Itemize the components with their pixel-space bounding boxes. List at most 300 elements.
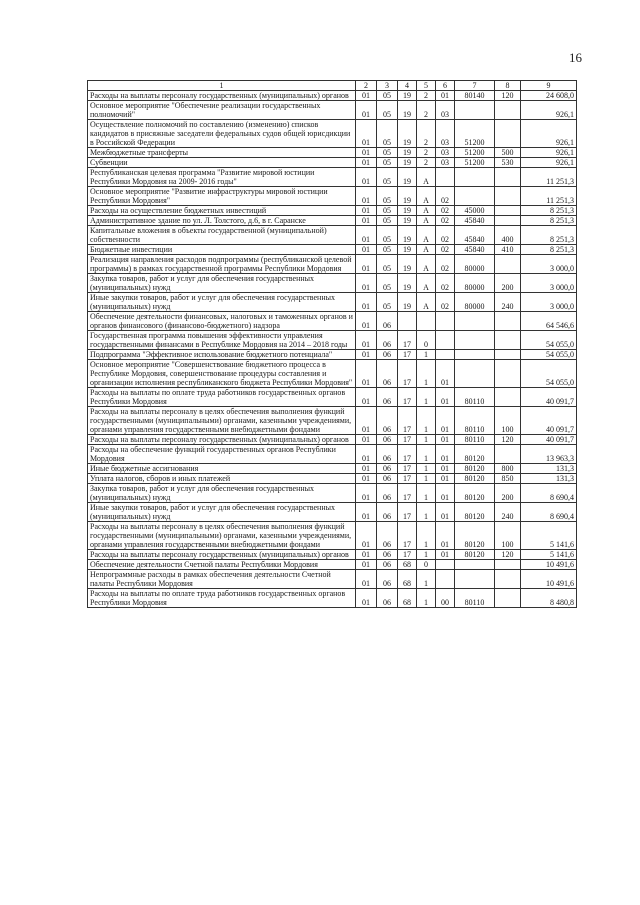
- row-code-cell: 80140: [455, 91, 495, 101]
- table-row: [88, 407, 577, 435]
- row-code-cell: 01: [436, 360, 455, 388]
- row-code-cell: 05: [377, 158, 398, 168]
- row-code-cell: 45840: [455, 226, 495, 245]
- row-code-cell: [495, 570, 521, 589]
- row-code-cell: 800: [495, 464, 521, 474]
- row-code-cell: 02: [436, 245, 455, 255]
- row-code-cell: 06: [377, 388, 398, 407]
- header-cell: 5: [417, 81, 436, 91]
- row-code-cell: 05: [377, 168, 398, 187]
- row-code-cell: 17: [398, 484, 417, 503]
- row-code-cell: 51200: [455, 158, 495, 168]
- row-amount: 54 055,0: [521, 350, 577, 360]
- table-row: [88, 187, 577, 206]
- row-code-cell: 06: [377, 464, 398, 474]
- row-code-cell: 06: [377, 484, 398, 503]
- row-amount: 8 251,3: [521, 245, 577, 255]
- row-code-cell: 02: [436, 206, 455, 216]
- row-code-cell: 17: [398, 350, 417, 360]
- row-code-cell: 1: [417, 522, 436, 550]
- row-code-cell: 01: [356, 168, 377, 187]
- header-cell: 8: [495, 81, 521, 91]
- row-description: Бюджетные инвестиции: [88, 245, 356, 255]
- row-code-cell: 80120: [455, 484, 495, 503]
- row-description: Закупка товаров, работ и услуг для обеспечения государственных (муниципальных) нужд: [88, 484, 356, 503]
- table-row: [88, 350, 577, 360]
- row-code-cell: 01: [356, 331, 377, 350]
- row-code-cell: 01: [436, 474, 455, 484]
- row-code-cell: 1: [417, 360, 436, 388]
- row-code-cell: 02: [436, 274, 455, 293]
- budget-table: [87, 80, 577, 608]
- row-code-cell: [436, 570, 455, 589]
- row-code-cell: [455, 350, 495, 360]
- row-code-cell: 01: [356, 101, 377, 120]
- row-code-cell: [455, 331, 495, 350]
- row-code-cell: 17: [398, 360, 417, 388]
- row-code-cell: 05: [377, 274, 398, 293]
- row-code-cell: 01: [356, 226, 377, 245]
- row-description: Расходы на выплаты персоналу государственных (муниципальных) органов: [88, 91, 356, 101]
- row-code-cell: 19: [398, 216, 417, 226]
- table-row: [88, 589, 577, 608]
- table-row: [88, 560, 577, 570]
- row-code-cell: 2: [417, 148, 436, 158]
- row-code-cell: 02: [436, 255, 455, 274]
- row-code-cell: [495, 312, 521, 331]
- row-code-cell: 1: [417, 464, 436, 474]
- table-row: [88, 445, 577, 464]
- row-code-cell: 01: [356, 435, 377, 445]
- row-code-cell: 19: [398, 168, 417, 187]
- row-code-cell: 19: [398, 255, 417, 274]
- row-code-cell: 01: [356, 312, 377, 331]
- row-code-cell: [455, 187, 495, 206]
- row-code-cell: 03: [436, 101, 455, 120]
- row-code-cell: [495, 187, 521, 206]
- row-code-cell: 05: [377, 245, 398, 255]
- row-code-cell: 17: [398, 331, 417, 350]
- row-code-cell: 120: [495, 435, 521, 445]
- row-code-cell: 2: [417, 120, 436, 148]
- row-code-cell: 17: [398, 464, 417, 474]
- table-row: [88, 101, 577, 120]
- row-code-cell: 01: [356, 245, 377, 255]
- row-amount: 54 055,0: [521, 331, 577, 350]
- header-cell: 4: [398, 81, 417, 91]
- table-row: [88, 245, 577, 255]
- row-code-cell: 06: [377, 360, 398, 388]
- row-code-cell: 05: [377, 293, 398, 312]
- row-code-cell: [495, 101, 521, 120]
- header-cell: 6: [436, 81, 455, 91]
- row-amount: 8 251,3: [521, 216, 577, 226]
- row-description: Иные закупки товаров, работ и услуг для обеспечения государственных (муниципальных) нужд: [88, 293, 356, 312]
- row-code-cell: 05: [377, 91, 398, 101]
- row-code-cell: 01: [356, 206, 377, 216]
- row-code-cell: 01: [356, 445, 377, 464]
- row-code-cell: 45000: [455, 206, 495, 216]
- row-description: Расходы на осуществление бюджетных инвестиций: [88, 206, 356, 216]
- row-code-cell: 17: [398, 435, 417, 445]
- table-row: [88, 274, 577, 293]
- row-amount: 10 491,6: [521, 570, 577, 589]
- row-description: Капитальные вложения в объекты государственной (муниципальной) собственности: [88, 226, 356, 245]
- row-code-cell: 240: [495, 503, 521, 522]
- row-code-cell: 00: [436, 589, 455, 608]
- table-row: [88, 168, 577, 187]
- row-code-cell: [436, 312, 455, 331]
- table-row: [88, 435, 577, 445]
- table-row: [88, 158, 577, 168]
- row-description: Закупка товаров, работ и услуг для обеспечения государственных (муниципальных) нужд: [88, 274, 356, 293]
- row-amount: 8 690,4: [521, 484, 577, 503]
- row-code-cell: [398, 312, 417, 331]
- row-code-cell: 01: [356, 360, 377, 388]
- row-code-cell: А: [417, 206, 436, 216]
- table-header-row: [88, 81, 577, 91]
- row-code-cell: 1: [417, 388, 436, 407]
- row-code-cell: 1: [417, 407, 436, 435]
- row-amount: 10 491,6: [521, 560, 577, 570]
- table-row: [88, 570, 577, 589]
- row-code-cell: 80120: [455, 550, 495, 560]
- row-code-cell: 06: [377, 503, 398, 522]
- row-description: Государственная программа повышения эффективности управления государственными финансами в Республике Мордовия на 2014 – 2018 годы: [88, 331, 356, 350]
- row-code-cell: 1: [417, 570, 436, 589]
- row-amount: 40 091,7: [521, 407, 577, 435]
- row-code-cell: 19: [398, 226, 417, 245]
- row-code-cell: 01: [356, 388, 377, 407]
- row-amount: 926,1: [521, 148, 577, 158]
- row-code-cell: 01: [356, 407, 377, 435]
- row-amount: 11 251,3: [521, 168, 577, 187]
- row-code-cell: А: [417, 168, 436, 187]
- row-code-cell: 17: [398, 407, 417, 435]
- row-code-cell: 06: [377, 474, 398, 484]
- row-code-cell: 01: [356, 255, 377, 274]
- row-code-cell: 200: [495, 484, 521, 503]
- row-code-cell: 45840: [455, 245, 495, 255]
- row-code-cell: 68: [398, 560, 417, 570]
- row-code-cell: А: [417, 274, 436, 293]
- row-code-cell: А: [417, 187, 436, 206]
- row-description: Республиканская целевая программа "Развитие мировой юстиции Республики Мордовия на 2009- 2016 годы": [88, 168, 356, 187]
- row-code-cell: 05: [377, 101, 398, 120]
- table-row: [88, 293, 577, 312]
- table-row: [88, 522, 577, 550]
- row-code-cell: 68: [398, 570, 417, 589]
- row-code-cell: 02: [436, 293, 455, 312]
- row-amount: 926,1: [521, 120, 577, 148]
- page-number: 16: [569, 50, 582, 65]
- row-code-cell: 01: [436, 484, 455, 503]
- row-code-cell: А: [417, 255, 436, 274]
- row-amount: 54 055,0: [521, 360, 577, 388]
- row-code-cell: 19: [398, 293, 417, 312]
- row-description: Подпрограмма "Эффективное использование бюджетного потенциала": [88, 350, 356, 360]
- row-code-cell: 17: [398, 474, 417, 484]
- row-amount: 131,3: [521, 464, 577, 474]
- row-code-cell: 01: [356, 570, 377, 589]
- row-amount: 3 000,0: [521, 274, 577, 293]
- row-amount: 13 963,3: [521, 445, 577, 464]
- row-amount: 926,1: [521, 158, 577, 168]
- row-code-cell: [495, 255, 521, 274]
- row-code-cell: [436, 350, 455, 360]
- row-code-cell: [495, 589, 521, 608]
- row-code-cell: 1: [417, 550, 436, 560]
- table-row: [88, 255, 577, 274]
- row-code-cell: [495, 350, 521, 360]
- row-code-cell: 05: [377, 226, 398, 245]
- row-code-cell: 02: [436, 226, 455, 245]
- row-code-cell: 01: [436, 464, 455, 474]
- table-row: [88, 206, 577, 216]
- table-row: [88, 464, 577, 474]
- row-code-cell: 01: [356, 293, 377, 312]
- row-code-cell: 05: [377, 120, 398, 148]
- row-code-cell: 120: [495, 550, 521, 560]
- row-code-cell: 05: [377, 148, 398, 158]
- row-code-cell: 01: [356, 216, 377, 226]
- table-row: [88, 148, 577, 158]
- row-code-cell: 2: [417, 91, 436, 101]
- row-code-cell: 06: [377, 407, 398, 435]
- row-code-cell: [455, 360, 495, 388]
- row-amount: 926,1: [521, 101, 577, 120]
- row-code-cell: [495, 216, 521, 226]
- row-code-cell: 1: [417, 589, 436, 608]
- row-description: Осуществление полномочий по составлению (изменению) списков кандидатов в присяжные заседатели федеральных судов общей юрисдикции в Российской Федерации: [88, 120, 356, 148]
- row-code-cell: 80000: [455, 293, 495, 312]
- row-code-cell: 01: [436, 388, 455, 407]
- row-description: Непрограммные расходы в рамках обеспечения деятельности Счетной палаты Республики Мордовия: [88, 570, 356, 589]
- row-amount: 8 480,8: [521, 589, 577, 608]
- row-code-cell: 01: [436, 445, 455, 464]
- row-code-cell: 06: [377, 589, 398, 608]
- row-amount: 24 608,0: [521, 91, 577, 101]
- row-code-cell: 80110: [455, 388, 495, 407]
- row-code-cell: 80120: [455, 503, 495, 522]
- row-code-cell: 200: [495, 274, 521, 293]
- table-row: [88, 503, 577, 522]
- row-code-cell: 17: [398, 445, 417, 464]
- row-code-cell: 05: [377, 216, 398, 226]
- header-cell: 9: [521, 81, 577, 91]
- row-amount: 5 141,6: [521, 550, 577, 560]
- row-code-cell: 120: [495, 91, 521, 101]
- row-code-cell: 17: [398, 522, 417, 550]
- row-code-cell: 51200: [455, 148, 495, 158]
- row-description: Уплата налогов, сборов и иных платежей: [88, 474, 356, 484]
- row-code-cell: [455, 570, 495, 589]
- row-code-cell: 03: [436, 158, 455, 168]
- row-description: Расходы на выплаты по оплате труда работников государственных органов Республики Мордовия: [88, 388, 356, 407]
- row-code-cell: 45840: [455, 216, 495, 226]
- row-code-cell: 06: [377, 435, 398, 445]
- row-description: Административное здание по ул. Л. Толстого, д.6, в г. Саранске: [88, 216, 356, 226]
- row-code-cell: [455, 560, 495, 570]
- row-description: Расходы на обеспечение функций государственных органов Республики Мордовия: [88, 445, 356, 464]
- table-row: [88, 226, 577, 245]
- row-code-cell: 01: [436, 407, 455, 435]
- row-code-cell: 19: [398, 120, 417, 148]
- table-row: [88, 331, 577, 350]
- row-code-cell: А: [417, 245, 436, 255]
- row-description: Расходы на выплаты по оплате труда работников государственных органов Республики Мордовия: [88, 589, 356, 608]
- row-amount: 8 690,4: [521, 503, 577, 522]
- row-code-cell: 100: [495, 407, 521, 435]
- row-code-cell: 1: [417, 474, 436, 484]
- row-code-cell: 100: [495, 522, 521, 550]
- row-code-cell: 19: [398, 274, 417, 293]
- row-code-cell: 19: [398, 206, 417, 216]
- row-code-cell: 240: [495, 293, 521, 312]
- row-description: Обеспечение деятельности Счетной палаты Республики Мордовия: [88, 560, 356, 570]
- table-row: [88, 216, 577, 226]
- row-code-cell: 19: [398, 187, 417, 206]
- row-code-cell: 01: [356, 522, 377, 550]
- row-code-cell: 03: [436, 120, 455, 148]
- row-code-cell: 01: [356, 187, 377, 206]
- row-code-cell: [417, 312, 436, 331]
- row-code-cell: 17: [398, 550, 417, 560]
- row-code-cell: 01: [356, 148, 377, 158]
- row-amount: 40 091,7: [521, 435, 577, 445]
- header-cell: 2: [356, 81, 377, 91]
- row-code-cell: 80120: [455, 474, 495, 484]
- row-amount: 5 141,6: [521, 522, 577, 550]
- row-description: Расходы на выплаты персоналу государственных (муниципальных) органов: [88, 435, 356, 445]
- row-code-cell: 06: [377, 522, 398, 550]
- row-code-cell: 80120: [455, 445, 495, 464]
- row-description: Основное мероприятие "Совершенствование бюджетного процесса в Республике Мордовия, совершенствование процедуры составления и организации исполнения республиканского бюджета Республики Мордовия": [88, 360, 356, 388]
- row-description: Иные бюджетные ассигнования: [88, 464, 356, 474]
- row-code-cell: 02: [436, 187, 455, 206]
- row-code-cell: 1: [417, 445, 436, 464]
- row-code-cell: [436, 560, 455, 570]
- row-code-cell: 01: [356, 589, 377, 608]
- table-row: [88, 484, 577, 503]
- row-code-cell: 06: [377, 350, 398, 360]
- row-code-cell: 01: [356, 91, 377, 101]
- row-code-cell: [436, 168, 455, 187]
- row-amount: 8 251,3: [521, 206, 577, 216]
- row-code-cell: 80000: [455, 274, 495, 293]
- row-code-cell: 01: [356, 560, 377, 570]
- row-code-cell: 06: [377, 560, 398, 570]
- row-code-cell: [495, 168, 521, 187]
- row-code-cell: [436, 331, 455, 350]
- row-description: Реализация направления расходов подпрограммы (республиканской целевой программы) в рамках государственной программы Республики Мордовия: [88, 255, 356, 274]
- row-code-cell: 80120: [455, 464, 495, 474]
- row-code-cell: 19: [398, 91, 417, 101]
- row-code-cell: А: [417, 226, 436, 245]
- row-code-cell: [455, 312, 495, 331]
- table-row: [88, 312, 577, 331]
- row-description: Расходы на выплаты персоналу государственных (муниципальных) органов: [88, 550, 356, 560]
- row-code-cell: [495, 388, 521, 407]
- row-amount: 131,3: [521, 474, 577, 484]
- row-code-cell: 06: [377, 570, 398, 589]
- row-code-cell: 500: [495, 148, 521, 158]
- row-code-cell: 80110: [455, 435, 495, 445]
- row-code-cell: 1: [417, 503, 436, 522]
- header-cell: 7: [455, 81, 495, 91]
- row-code-cell: 01: [356, 274, 377, 293]
- row-amount: 11 251,3: [521, 187, 577, 206]
- row-code-cell: 850: [495, 474, 521, 484]
- row-description: Основное мероприятие "Обеспечение реализации государственных полномочий": [88, 101, 356, 120]
- row-code-cell: 80110: [455, 407, 495, 435]
- row-code-cell: 01: [356, 120, 377, 148]
- row-code-cell: [495, 206, 521, 216]
- row-code-cell: 80120: [455, 522, 495, 550]
- row-description: Расходы на выплаты персоналу в целях обеспечения выполнения функций государственными (муниципальными) органами, казенными учреждениями, органами управления государственными внебюджетными фондами: [88, 407, 356, 435]
- row-code-cell: 19: [398, 158, 417, 168]
- row-code-cell: 1: [417, 484, 436, 503]
- row-code-cell: 05: [377, 187, 398, 206]
- row-code-cell: 02: [436, 216, 455, 226]
- table-row: [88, 360, 577, 388]
- row-amount: 64 546,6: [521, 312, 577, 331]
- row-code-cell: 0: [417, 331, 436, 350]
- header-cell: 3: [377, 81, 398, 91]
- row-code-cell: 03: [436, 148, 455, 158]
- row-description: Основное мероприятие "Развитие инфраструктуры мировой юстиции Республики Мордовия": [88, 187, 356, 206]
- row-code-cell: 06: [377, 312, 398, 331]
- row-amount: 40 091,7: [521, 388, 577, 407]
- row-code-cell: [455, 168, 495, 187]
- row-code-cell: 410: [495, 245, 521, 255]
- row-code-cell: 01: [356, 464, 377, 474]
- table-row: [88, 474, 577, 484]
- row-code-cell: [495, 331, 521, 350]
- row-code-cell: А: [417, 216, 436, 226]
- row-code-cell: 19: [398, 245, 417, 255]
- row-code-cell: [495, 560, 521, 570]
- row-code-cell: [495, 360, 521, 388]
- row-code-cell: 400: [495, 226, 521, 245]
- table-row: [88, 91, 577, 101]
- row-code-cell: 01: [436, 435, 455, 445]
- row-code-cell: 01: [356, 350, 377, 360]
- row-code-cell: 19: [398, 148, 417, 158]
- row-code-cell: 05: [377, 255, 398, 274]
- row-code-cell: 530: [495, 158, 521, 168]
- row-code-cell: 01: [356, 484, 377, 503]
- row-amount: 3 000,0: [521, 255, 577, 274]
- row-description: Расходы на выплаты персоналу в целях обеспечения выполнения функций государственными (муниципальными) органами, казенными учреждениями, органами управления государственными внебюджетными фондами: [88, 522, 356, 550]
- row-code-cell: 19: [398, 101, 417, 120]
- row-code-cell: 0: [417, 560, 436, 570]
- row-code-cell: 01: [356, 474, 377, 484]
- row-code-cell: 01: [436, 522, 455, 550]
- row-code-cell: 06: [377, 445, 398, 464]
- row-code-cell: 51200: [455, 120, 495, 148]
- row-code-cell: 01: [356, 158, 377, 168]
- row-code-cell: [455, 101, 495, 120]
- row-amount: 8 251,3: [521, 226, 577, 245]
- row-code-cell: 1: [417, 350, 436, 360]
- row-code-cell: 05: [377, 206, 398, 216]
- row-code-cell: 17: [398, 388, 417, 407]
- row-description: Иные закупки товаров, работ и услуг для обеспечения государственных (муниципальных) нужд: [88, 503, 356, 522]
- table-row: [88, 120, 577, 148]
- row-description: Межбюджетные трансферты: [88, 148, 356, 158]
- row-code-cell: 01: [436, 91, 455, 101]
